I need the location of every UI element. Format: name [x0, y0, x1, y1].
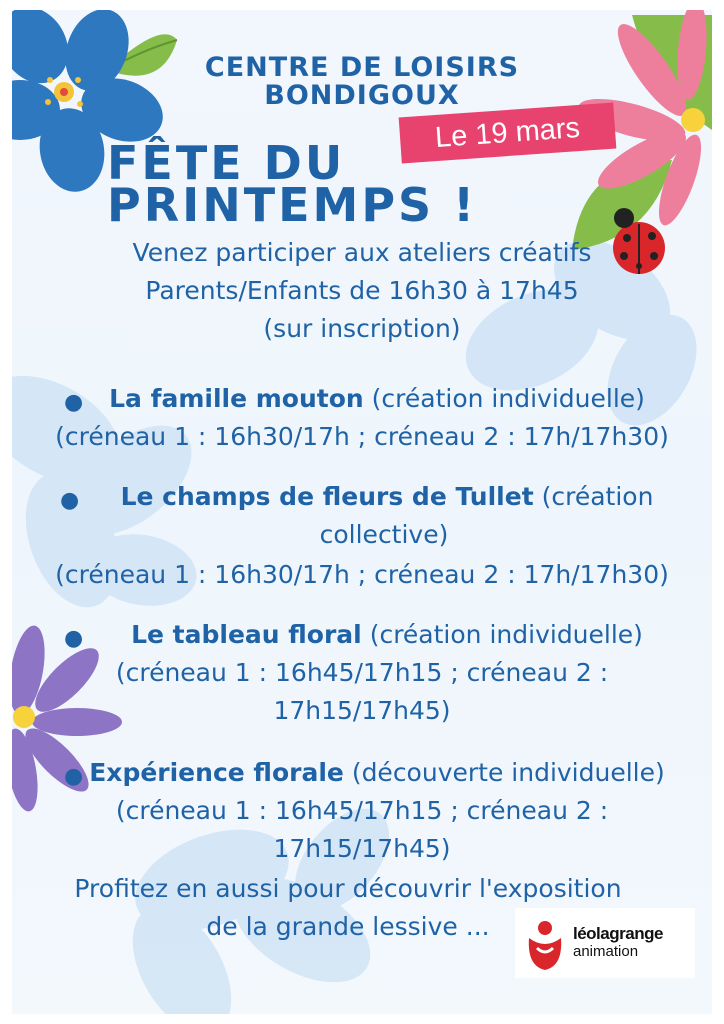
workshop-2-title: [25, 482, 724, 512]
event-title-line2: PRINTEMPS !: [107, 178, 478, 232]
intro-line2: Parents/Enfants de 16h30 à 17h45: [145, 276, 579, 305]
event-title-line1: FÊTE DU: [107, 136, 346, 190]
footer-line1: Profitez en aussi pour découvrir l'exposition: [74, 874, 622, 903]
date-badge: Le 19 mars: [399, 103, 617, 164]
workshop-type: (création: [541, 482, 654, 511]
workshop-3-slots-line1: (créneau 1 : 16h45/17h15 ; créneau 2 :: [115, 658, 609, 687]
bullet-icon: ●: [60, 488, 80, 513]
workshop-4-slots-line2: 17h15/17h45): [273, 834, 451, 863]
center-name: CENTRE DE LOISIRS: [204, 52, 520, 83]
workshop-2-slots: (créneau 1 : 16h30/17h ; créneau 2 : 17h/17h30): [55, 560, 669, 589]
workshop-type: (création individuelle): [369, 620, 643, 649]
workshop-3-slots-line2: 17h15/17h45): [273, 696, 451, 725]
bullet-icon: ●: [64, 764, 84, 789]
workshop-name: Expérience florale: [89, 758, 344, 787]
workshop-1-slots: (créneau 1 : 16h30/17h ; créneau 2 : 17h/17h30): [55, 422, 669, 451]
workshop-name: Le tableau floral: [131, 620, 362, 649]
footer-line2: de la grande lessive ...: [206, 912, 490, 941]
workshop-3-title: [25, 620, 724, 650]
bullet-icon: ●: [64, 390, 84, 415]
center-location: BONDIGOUX: [264, 80, 460, 111]
workshop-name: Le champs de fleurs de Tullet: [120, 482, 534, 511]
logo-subtitle: animation: [573, 943, 639, 960]
workshop-4-title: [15, 758, 724, 788]
logo-name: léolagrange: [573, 924, 663, 943]
bullet-icon: ●: [64, 626, 84, 651]
workshop-name: La famille mouton: [109, 384, 364, 413]
workshop-4-slots-line1: (créneau 1 : 16h45/17h15 ; créneau 2 :: [115, 796, 609, 825]
workshop-2-type-cont: collective): [319, 520, 449, 549]
workshop-type: (découverte individuelle): [351, 758, 665, 787]
workshop-type: (création individuelle): [371, 384, 645, 413]
intro-line3: (sur inscription): [263, 314, 461, 343]
intro-line1: Venez participer aux ateliers créatifs: [132, 238, 592, 267]
workshop-1-title: [15, 384, 724, 414]
